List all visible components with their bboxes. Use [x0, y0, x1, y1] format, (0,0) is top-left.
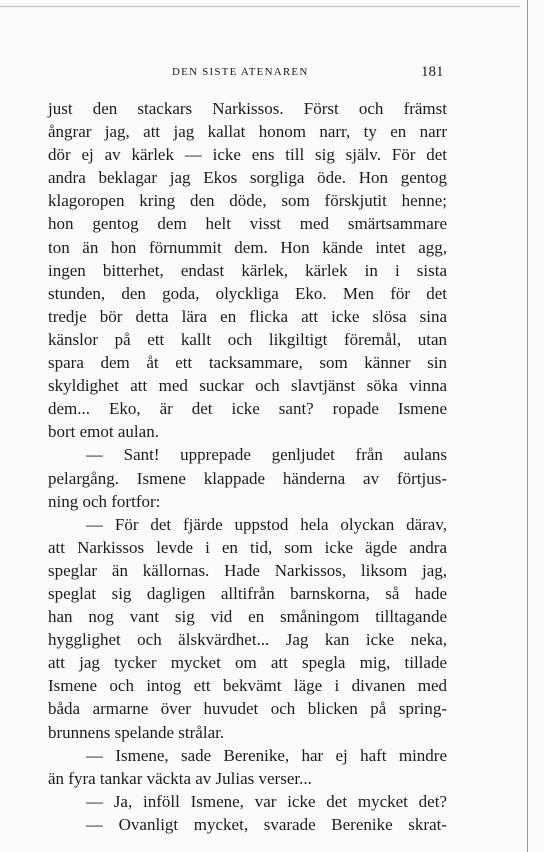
page-number: 181 — [421, 64, 444, 80]
text-line: bort emot aulan. — [48, 422, 159, 442]
text-line: stunden, den goda, olyckliga Eko. Men för det — [48, 283, 447, 303]
text-line: — Ismene, sade Berenike, har ej haft mindre — [86, 745, 447, 765]
text-line: ångrar jag, att jag kallat honom narr, ty en narr — [48, 122, 447, 142]
text-line: dem... Eko, är det icke sant? ropade Ismene — [48, 399, 447, 419]
text-line: att Narkissos levde i en tid, som icke ägde andra — [48, 537, 447, 557]
text-line: just den stackars Narkissos. Först och främst — [48, 99, 447, 118]
text-line: andra beklagar jag Ekos sorgliga öde. Hon gentog — [48, 168, 447, 188]
body-text — [48, 97, 447, 836]
top-rule — [0, 6, 520, 7]
text-line: ingen bitterhet, endast kärlek, kärlek in i sista — [48, 260, 447, 280]
text-line: — Ja, inföll Ismene, var icke det mycket det? — [86, 791, 447, 811]
text-line: känslor på ett kallt och likgiltigt föremål, utan — [48, 329, 447, 349]
text-line: hygglighet och älskvärdhet... Jag kan icke neka, — [48, 630, 447, 650]
text-line: spara dem åt ett tacksammare, som känner sin — [48, 353, 447, 373]
text-line: tredje bör detta lära en flicka att icke slösa sina — [48, 306, 447, 326]
text-line: skyldighet att med suckar och slavtjänst söka vinna — [48, 376, 447, 396]
text-line: — Ovanligt mycket, svarade Berenike skrat- — [86, 814, 447, 834]
text-line: speglar än källornas. Hade Narkissos, liksom jag, — [48, 560, 447, 580]
text-line: — Sant! upprepade genljudet från aulans — [86, 445, 447, 465]
text-line: ton än hon förnummit dem. Hon kände intet agg, — [48, 237, 447, 257]
text-line: — För det fjärde uppstod hela olyckan därav, — [86, 514, 447, 534]
text-line: klagoropen kring den döde, som förskjutit henne; — [48, 191, 447, 211]
running-title: DEN SISTE ATENAREN — [172, 66, 309, 78]
text-line: speglat sig dagligen alltifrån barnskorna, så hade — [48, 583, 447, 603]
text-line: att jag tycker mycket om att spegla mig, tillade — [48, 653, 447, 673]
text-line: ning och fortfor: — [48, 491, 161, 511]
text-line: Ismene och intog ett bekvämt läge i divanen med — [48, 676, 447, 696]
text-line: än fyra tankar väckta av Julias verser... — [48, 768, 312, 788]
text-line: dör ej av kärlek — icke ens till sig själv. För det — [48, 145, 447, 165]
text-line: hon gentog dem helt visst med smärtsammare — [48, 214, 447, 234]
running-head — [0, 64, 447, 84]
text-line: brunnens spelande strålar. — [48, 722, 225, 742]
text-line: pelargång. Ismene klappade händerna av förtjus- — [48, 468, 447, 488]
text-line: båda armarne över huvudet och blicken på spring- — [48, 699, 447, 719]
page-edge-line — [527, 0, 528, 852]
text-line: han nog vant sig vid en småningom tilltagande — [48, 607, 447, 627]
